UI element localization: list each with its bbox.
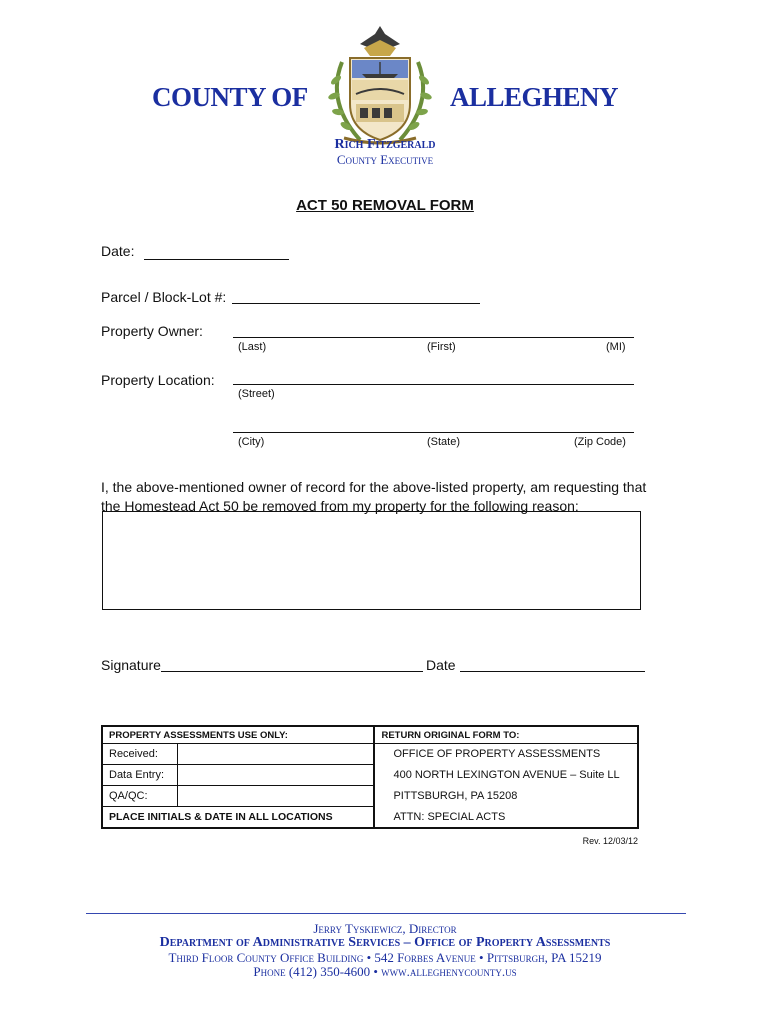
return-street: 400 NORTH LEXINGTON AVENUE – Suite LL	[393, 769, 620, 781]
footer-contact: Phone (412) 350-4600 • www.alleghenycounty.us	[253, 964, 517, 979]
owner-label: Property Owner:	[101, 323, 203, 339]
use-only-header: PROPERTY ASSESSMENTS USE ONLY:	[102, 726, 374, 744]
location-label: Property Location:	[101, 372, 215, 388]
zip-caption: (Zip Code)	[574, 436, 626, 448]
reason-textbox[interactable]	[102, 511, 641, 610]
county-of-heading: COUNTY OF	[152, 82, 308, 112]
parcel-field[interactable]	[232, 303, 480, 304]
footer-divider	[86, 913, 686, 914]
return-office: OFFICE OF PROPERTY ASSESSMENTS	[393, 748, 601, 761]
footer-address: Third Floor County Office Building • 542 Forbes Avenue • Pittsburgh, PA 15219	[168, 950, 602, 965]
owner-field[interactable]	[233, 337, 634, 338]
qa-qc-label: QA/QC:	[102, 786, 178, 807]
footer-director: Jerry Tyskiewicz, Director	[313, 921, 457, 936]
street-caption: (Street)	[238, 388, 275, 400]
qa-qc-field[interactable]	[178, 786, 375, 807]
revision-date: Rev. 12/03/12	[582, 836, 638, 846]
street-field[interactable]	[233, 384, 634, 385]
state-caption: (State)	[427, 436, 461, 448]
return-city: PITTSBURGH, PA 15208	[393, 790, 518, 802]
executive-title: County Executive	[336, 152, 434, 167]
date-label: Date:	[101, 243, 135, 259]
initials-note: PLACE INITIALS & DATE IN ALL LOCATIONS	[102, 807, 374, 829]
signature-field[interactable]	[161, 671, 423, 672]
reason-line-2: the Homestead Act 50 be removed from my property for the following reason:	[101, 498, 579, 514]
data-entry-label: Data Entry:	[102, 765, 178, 786]
county-seal-icon	[320, 22, 440, 147]
signature-date-label: Date	[426, 657, 456, 673]
owner-last-caption: (Last)	[238, 341, 267, 353]
signature-date-field[interactable]	[460, 671, 645, 672]
city-state-zip-field[interactable]	[233, 432, 634, 433]
executive-name: Rich Fitzgerald	[334, 137, 436, 152]
allegheny-heading: ALLEGHENY	[450, 82, 619, 112]
return-attn: ATTN: SPECIAL ACTS	[393, 810, 506, 823]
return-header: RETURN ORIGINAL FORM TO:	[374, 726, 638, 744]
assessment-table	[101, 725, 639, 829]
date-field[interactable]	[144, 259, 289, 260]
reason-line-1: I, the above-mentioned owner of record for the above-listed property, am requesting that	[101, 479, 647, 495]
signature-label: Signature	[101, 657, 161, 673]
received-field[interactable]	[178, 744, 375, 765]
form-title: ACT 50 REMOVAL FORM	[296, 197, 474, 214]
footer-department: Department of Administrative Services – Office of Property Assessments	[159, 935, 611, 950]
data-entry-field[interactable]	[178, 765, 375, 786]
owner-first-caption: (First)	[427, 341, 456, 353]
parcel-label: Parcel / Block-Lot #:	[101, 289, 227, 305]
city-caption: (City)	[238, 436, 265, 448]
owner-mi-caption: (MI)	[606, 341, 626, 353]
received-label: Received:	[102, 744, 178, 765]
